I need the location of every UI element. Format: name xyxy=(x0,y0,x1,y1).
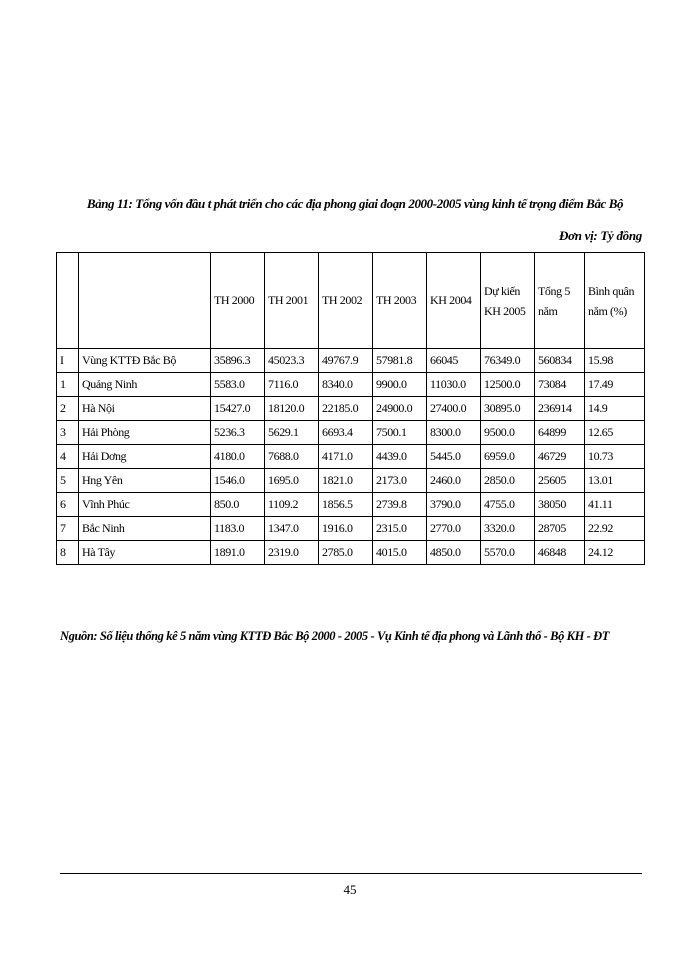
table-cell: 1916.0 xyxy=(319,517,373,541)
column-header: Bình quân năm (%) xyxy=(585,253,645,349)
table-cell: Vĩnh Phúc xyxy=(79,493,211,517)
column-header xyxy=(57,253,79,349)
table-cell: 5236.3 xyxy=(211,421,265,445)
table-cell: Hải Dơng xyxy=(79,445,211,469)
table-cell: I xyxy=(57,349,79,373)
investment-table xyxy=(56,252,645,565)
table-cell: 66045 xyxy=(427,349,481,373)
table-cell: 850.0 xyxy=(211,493,265,517)
table-cell: 1347.0 xyxy=(265,517,319,541)
table-cell: 24900.0 xyxy=(373,397,427,421)
table-cell: 236914 xyxy=(535,397,585,421)
table-cell: 64899 xyxy=(535,421,585,445)
table-cell: 9500.0 xyxy=(481,421,535,445)
table-cell: 12500.0 xyxy=(481,373,535,397)
table-cell: 5570.0 xyxy=(481,541,535,565)
table-cell: 6959.0 xyxy=(481,445,535,469)
page-number: 45 xyxy=(343,882,357,897)
table-cell: 17.49 xyxy=(585,373,645,397)
table-cell: 30895.0 xyxy=(481,397,535,421)
table-cell: 22.92 xyxy=(585,517,645,541)
table-cell: Hà Tây xyxy=(79,541,211,565)
table-cell: 41.11 xyxy=(585,493,645,517)
column-header: TH 2002 xyxy=(319,253,373,349)
table-cell: 11030.0 xyxy=(427,373,481,397)
table-cell: 5 xyxy=(57,469,79,493)
column-header xyxy=(79,253,211,349)
table-cell: 1695.0 xyxy=(265,469,319,493)
table-cell: 28705 xyxy=(535,517,585,541)
table-cell: 1183.0 xyxy=(211,517,265,541)
table-cell: 4171.0 xyxy=(319,445,373,469)
table-cell: 2739.8 xyxy=(373,493,427,517)
table-row xyxy=(57,397,645,421)
table-cell: Hà Nội xyxy=(79,397,211,421)
table-cell: 2319.0 xyxy=(265,541,319,565)
table-cell: 25605 xyxy=(535,469,585,493)
table-cell: 8 xyxy=(57,541,79,565)
table-cell: 46848 xyxy=(535,541,585,565)
table-cell: 6693.4 xyxy=(319,421,373,445)
table-cell: 3 xyxy=(57,421,79,445)
table-cell: Hng Yên xyxy=(79,469,211,493)
table-cell: 2460.0 xyxy=(427,469,481,493)
table-cell: 2173.0 xyxy=(373,469,427,493)
table-cell: 15427.0 xyxy=(211,397,265,421)
table-cell: 38050 xyxy=(535,493,585,517)
table-cell: 24.12 xyxy=(585,541,645,565)
table-cell: 14.9 xyxy=(585,397,645,421)
table-cell: 2850.0 xyxy=(481,469,535,493)
table-cell: 9900.0 xyxy=(373,373,427,397)
column-header: TH 2003 xyxy=(373,253,427,349)
column-header: Tổng 5 năm xyxy=(535,253,585,349)
table-cell: Bắc Ninh xyxy=(79,517,211,541)
table-row xyxy=(57,493,645,517)
table-cell: 560834 xyxy=(535,349,585,373)
table-caption: Bảng 11: Tổng vốn đầu t phát triển cho các địa phong giai đoạn 2000-2005 vùng kinh tế trọng điểm Bắc Bộ xyxy=(86,196,624,211)
table-cell: Vùng KTTĐ Bắc Bộ xyxy=(79,349,211,373)
table-cell: 7688.0 xyxy=(265,445,319,469)
table-cell: 35896.3 xyxy=(211,349,265,373)
table-cell: 4850.0 xyxy=(427,541,481,565)
table-cell: 76349.0 xyxy=(481,349,535,373)
table-cell: 3320.0 xyxy=(481,517,535,541)
table-cell: 13.01 xyxy=(585,469,645,493)
table-cell: 1821.0 xyxy=(319,469,373,493)
table-cell: 5583.0 xyxy=(211,373,265,397)
table-cell: 7116.0 xyxy=(265,373,319,397)
table-row xyxy=(57,349,645,373)
source-note: Nguồn: Số liệu thống kê 5 năm vùng KTTĐ Bắc Bộ 2000 - 2005 - Vụ Kinh tế địa phong và Lãnh thổ - Bộ KH - ĐT xyxy=(60,629,610,643)
unit-label: Đơn vị: Tỷ đồng xyxy=(559,228,642,243)
footer-divider xyxy=(60,873,642,874)
table-cell: 8340.0 xyxy=(319,373,373,397)
table-cell: 12.65 xyxy=(585,421,645,445)
table-cell: 4015.0 xyxy=(373,541,427,565)
table-row xyxy=(57,541,645,565)
table-cell: 1 xyxy=(57,373,79,397)
table-cell: 2 xyxy=(57,397,79,421)
column-header: KH 2004 xyxy=(427,253,481,349)
table-cell: 4755.0 xyxy=(481,493,535,517)
table-cell: 1546.0 xyxy=(211,469,265,493)
table-row xyxy=(57,469,645,493)
table-cell: 73084 xyxy=(535,373,585,397)
table-cell: 4 xyxy=(57,445,79,469)
table-cell: Hải Phòng xyxy=(79,421,211,445)
table-cell: 4180.0 xyxy=(211,445,265,469)
column-header: Dự kiến KH 2005 xyxy=(481,253,535,349)
table-cell: 15.98 xyxy=(585,349,645,373)
table-cell: 27400.0 xyxy=(427,397,481,421)
table-cell: 7 xyxy=(57,517,79,541)
table-cell: 2770.0 xyxy=(427,517,481,541)
column-header: TH 2001 xyxy=(265,253,319,349)
table-cell: 1891.0 xyxy=(211,541,265,565)
table-cell: 1856.5 xyxy=(319,493,373,517)
table-header-row xyxy=(57,253,645,349)
table-cell: Quảng Ninh xyxy=(79,373,211,397)
table-cell: 46729 xyxy=(535,445,585,469)
table-cell: 4439.0 xyxy=(373,445,427,469)
table-cell: 8300.0 xyxy=(427,421,481,445)
table-cell: 6 xyxy=(57,493,79,517)
table-row xyxy=(57,373,645,397)
table-cell: 49767.9 xyxy=(319,349,373,373)
table-row xyxy=(57,421,645,445)
table-cell: 7500.1 xyxy=(373,421,427,445)
table-cell: 2785.0 xyxy=(319,541,373,565)
table-cell: 22185.0 xyxy=(319,397,373,421)
table-cell: 45023.3 xyxy=(265,349,319,373)
table-cell: 2315.0 xyxy=(373,517,427,541)
table-cell: 3790.0 xyxy=(427,493,481,517)
table-cell: 10.73 xyxy=(585,445,645,469)
table-cell: 5445.0 xyxy=(427,445,481,469)
table-cell: 1109.2 xyxy=(265,493,319,517)
table-cell: 5629.1 xyxy=(265,421,319,445)
table-row xyxy=(57,517,645,541)
table-cell: 57981.8 xyxy=(373,349,427,373)
column-header: TH 2000 xyxy=(211,253,265,349)
table-row xyxy=(57,445,645,469)
table-cell: 18120.0 xyxy=(265,397,319,421)
